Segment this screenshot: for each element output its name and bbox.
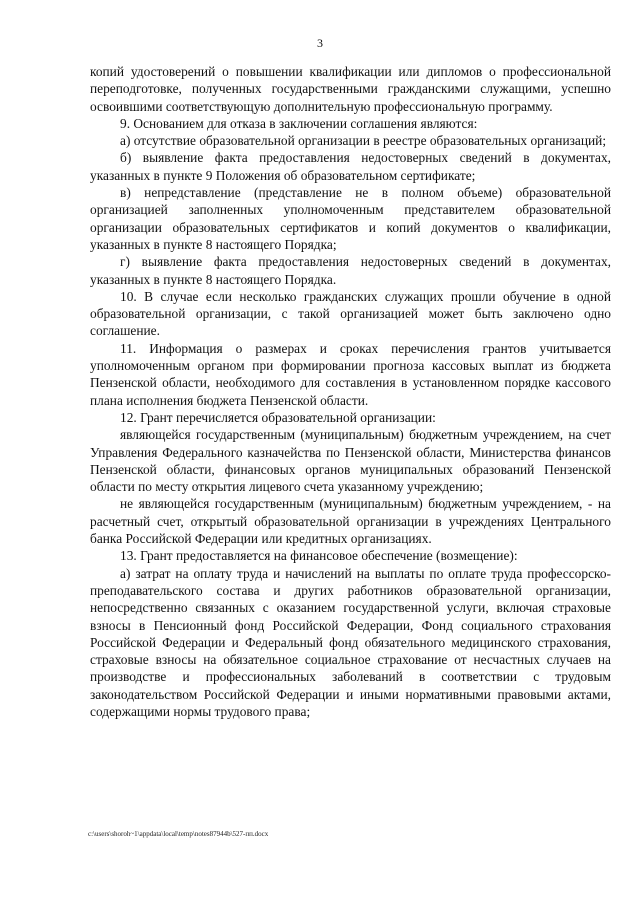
paragraph-item-12: 12. Грант перечисляется образовательной организации:	[120, 409, 436, 425]
paragraph-item-9v: в) непредставление (представление не в полном объеме) образовательной организацией заполненных уполномоченным представителем образовательной организации образовательных сертификатов и копий документов о квалификации, указанных в пункте 8 настоящего Порядка;	[90, 185, 611, 252]
paragraph-item-9: 9. Основанием для отказа в заключении соглашения являются:	[120, 115, 478, 131]
document-body	[90, 63, 611, 720]
paragraph-item-9g: г) выявление факта предоставления недостоверных сведений в документах, указанных в пункте 8 настоящего Порядка.	[90, 254, 611, 287]
page-number: 3	[317, 36, 323, 50]
paragraph-item-13: 13. Грант предоставляется на финансовое обеспечение (возмещение):	[120, 548, 518, 564]
paragraph-item-12-budget: являющейся государственным (муниципальным) бюджетным учреждением, на счет Управления Федерального казначейства по Пензенской области, Министерства финансов Пензенской области, финансовых органов муниципальных образований Пензенской области по месту открытия лицевого счета указанному учреждению;	[90, 427, 611, 495]
paragraph-item-12-nonbudget: не являющейся государственным (муниципальным) бюджетным учреждением, - на расчетный счет, открытый образовательной организации в учреждениях Центрального банка Российской Федерации или кредитных организациях.	[90, 496, 611, 547]
paragraph-item-11: 11. Информация о размерах и сроках перечисления грантов учитывается уполномоченным органом при формировании прогноза кассовых выплат из бюджета Пензенской области, необходимого для составления в установленном порядке кассового плана исполнения бюджета Пензенской области.	[90, 340, 611, 408]
footer-file-path: c:\users\shoroh~1\appdata\local\temp\notes87944b\527-пп.docx	[88, 830, 269, 838]
paragraph-continuation: копий удостоверений о повышении квалификации или дипломов о профессиональной переподготовке, полученных государственными гражданскими служащими, успешно освоившими соответствующую дополнительную профессиональную программу.	[90, 64, 611, 114]
paragraph-item-9a: а) отсутствие образовательной организации в реестре образовательных организаций;	[120, 133, 607, 149]
paragraph-item-13a: а) затрат на оплату труда и начислений на выплаты по оплате труда профессорско-преподавательского состава и других работников образовательной организации, непосредственно связанных с оказанием государственной услуги, включая страховые взносы в Пенсионный фонд Российской Федерации, Фонд социального страхования Российской Федерации и Федеральный фонд обязательного медицинского страхования, страховые взносы на обязательное социальное страхование от несчастных случаев на производстве и профессиональных заболеваний в соответствии с трудовым законодательством Российской Федерации и иными нормативными правовыми актами, содержащими нормы трудового права;	[90, 565, 611, 719]
paragraph-item-9b: б) выявление факта предоставления недостоверных сведений в документах, указанных в пункте 9 Положения об образовательном сертификате;	[90, 150, 611, 183]
paragraph-item-10: 10. В случае если несколько гражданских служащих прошли обучение в одной образовательной организации, с такой организацией может быть заключено одно соглашение.	[90, 288, 611, 339]
